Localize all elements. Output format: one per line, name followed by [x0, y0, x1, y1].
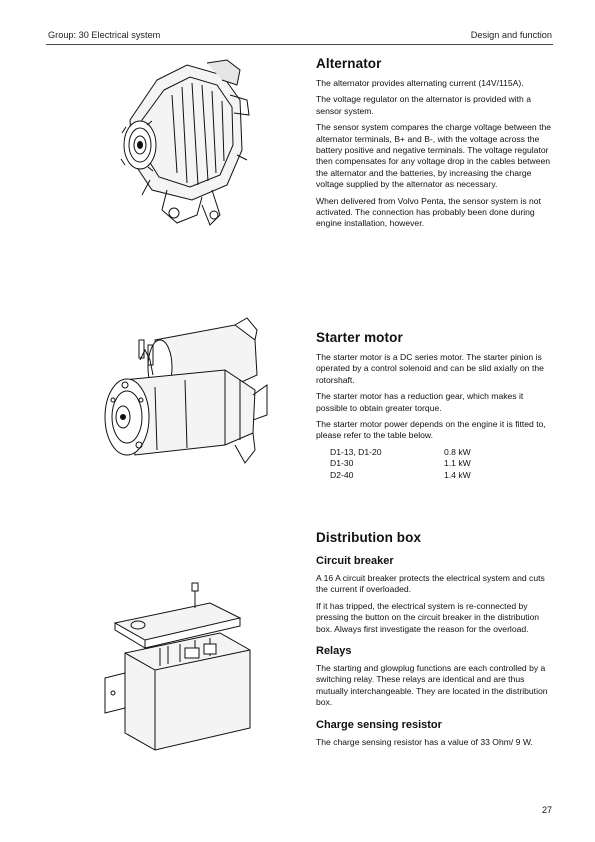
relays-paragraph: The starting and glowplug functions are each controlled by a switching relay. These relays are identical and are thus mutually interchangeable. They are located in the distribution box.	[316, 663, 548, 708]
table-row	[316, 458, 556, 469]
engine-model: D1-30	[330, 458, 354, 469]
engine-model: D2-40	[330, 469, 354, 480]
alternator-illustration	[112, 55, 252, 235]
engine-model: D1-13, D1-20	[330, 446, 382, 457]
alternator-paragraph-3: The sensor system compares the charge voltage between the alternator terminals, B+ and B-, with the voltage across the battery positive and negative terminals. The voltage regulator then compensates for any voltage drop in the cables between the alternator and the batteries, by increasing the charge voltage supplied by the alternator as necessary.	[316, 122, 552, 190]
distribution-section	[316, 530, 556, 753]
circuit-breaker-paragraph-1: A 16 A circuit breaker protects the electrical system and cuts the current if overloaded.	[316, 573, 545, 595]
circuit-breaker-heading: Circuit breaker	[316, 555, 394, 567]
running-header-right: Design and function	[470, 30, 552, 40]
distribution-heading: Distribution box	[316, 530, 422, 545]
starter-power: 0.8 kW	[444, 446, 471, 457]
starter-paragraph-1: The starter motor is a DC series motor. The starter pinion is operated by a control solenoid and can be slid axially on the rotorshaft.	[316, 352, 544, 385]
starter-power: 1.4 kW	[444, 469, 471, 480]
starter-paragraph-3: The starter motor power depends on the engine it is fitted to, please refer to the table below.	[316, 419, 546, 441]
starter-power: 1.1 kW	[444, 458, 471, 469]
alternator-paragraph-4: When delivered from Volvo Penta, the sensor system is not activated. The connection has probably been done during engine installation, however.	[316, 195, 541, 229]
page-number: 27	[541, 805, 552, 815]
running-header-left: Group: 30 Electrical system	[48, 30, 161, 40]
circuit-breaker-paragraph-2: If it has tripped, the electrical system is re-connected by pressing the button on the circuit breaker in the distribution box. Always first investigate the reason for the overload.	[316, 600, 540, 634]
table-row	[316, 470, 556, 481]
relays-heading: Relays	[316, 645, 352, 658]
charge-resistor-heading: Charge sensing resistor	[316, 718, 442, 731]
starter-motor-illustration	[95, 315, 270, 465]
alternator-paragraph-1: The alternator provides alternating current (14V/115A).	[316, 78, 524, 88]
alternator-heading: Alternator	[316, 56, 382, 71]
distribution-box-illustration	[100, 578, 270, 758]
starter-heading: Starter motor	[316, 330, 403, 345]
header-rule	[46, 44, 553, 45]
starter-paragraph-2: The starter motor has a reduction gear, which makes it possible to obtain greater torque.	[316, 391, 524, 413]
starter-power-table	[316, 447, 556, 481]
charge-resistor-paragraph: The charge sensing resistor has a value of 33 Ohm/ 9 W.	[316, 736, 533, 747]
table-row	[316, 447, 556, 458]
alternator-paragraph-2: The voltage regulator on the alternator is provided with a sensor system.	[316, 94, 531, 116]
starter-section	[316, 330, 556, 481]
alternator-section	[316, 56, 556, 235]
